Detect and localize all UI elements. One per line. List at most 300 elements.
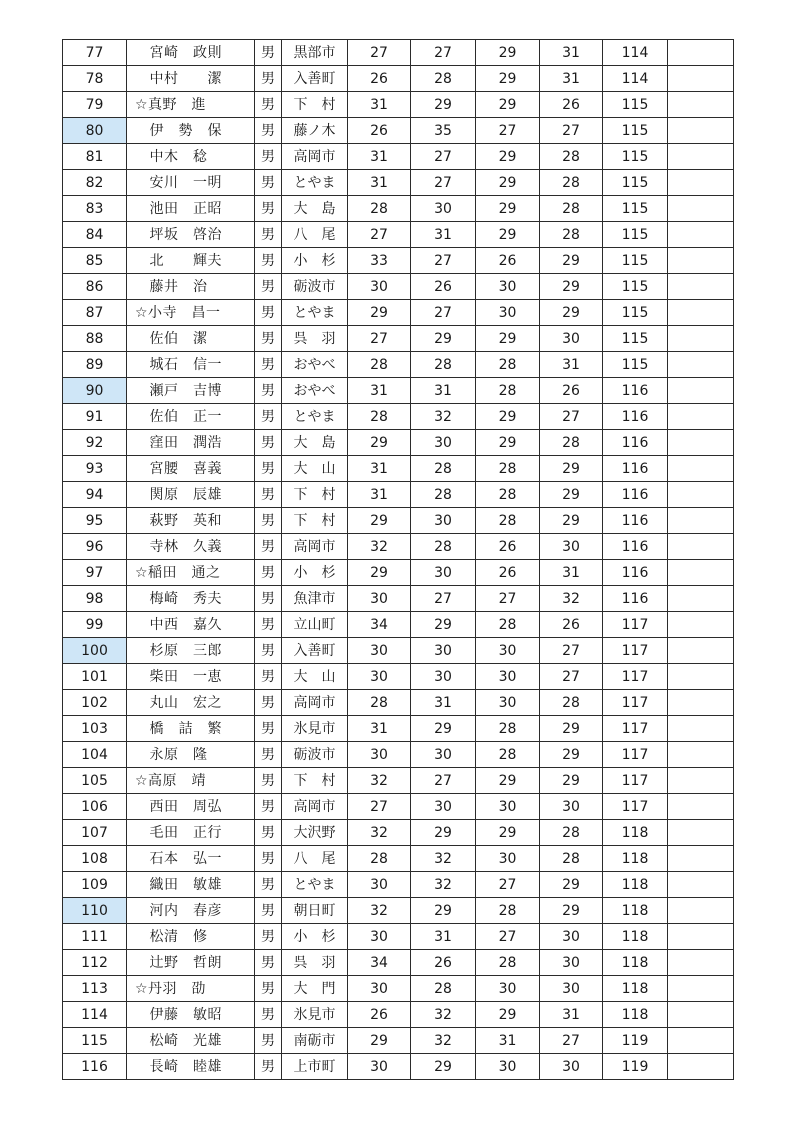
score-3-cell: 28: [476, 352, 540, 378]
score-1-cell: 28: [348, 846, 411, 872]
player-name-cell: 松崎 光雄: [127, 1028, 255, 1054]
total-score-cell: 115: [603, 170, 668, 196]
total-score-cell: 118: [603, 872, 668, 898]
score-4-cell: 32: [540, 586, 603, 612]
row-number-cell: 107: [63, 820, 127, 846]
club-cell: 大 山: [282, 456, 348, 482]
score-4-cell: 30: [540, 794, 603, 820]
row-number-cell: 88: [63, 326, 127, 352]
player-name-cell: 河内 春彦: [127, 898, 255, 924]
score-2-cell: 31: [411, 690, 476, 716]
score-1-cell: 31: [348, 378, 411, 404]
score-1-cell: 32: [348, 768, 411, 794]
empty-cell: [668, 430, 734, 456]
player-name-cell: 北 輝夫: [127, 248, 255, 274]
club-cell: 氷見市: [282, 1002, 348, 1028]
score-4-cell: 28: [540, 820, 603, 846]
score-2-cell: 27: [411, 768, 476, 794]
gender-cell: 男: [255, 274, 282, 300]
row-number-cell: 94: [63, 482, 127, 508]
score-3-cell: 29: [476, 144, 540, 170]
score-1-cell: 31: [348, 170, 411, 196]
total-score-cell: 116: [603, 482, 668, 508]
table-row: [63, 768, 734, 794]
club-cell: 藤ノ木: [282, 118, 348, 144]
gender-cell: 男: [255, 586, 282, 612]
row-number-cell: 98: [63, 586, 127, 612]
score-1-cell: 30: [348, 664, 411, 690]
empty-cell: [668, 66, 734, 92]
row-number-cell: 105: [63, 768, 127, 794]
club-cell: とやま: [282, 170, 348, 196]
score-1-cell: 26: [348, 118, 411, 144]
player-name-cell: 永原 隆: [127, 742, 255, 768]
empty-cell: [668, 950, 734, 976]
score-4-cell: 30: [540, 534, 603, 560]
player-name-cell: 伊藤 敏昭: [127, 1002, 255, 1028]
score-3-cell: 29: [476, 92, 540, 118]
score-4-cell: 28: [540, 222, 603, 248]
club-cell: 砺波市: [282, 742, 348, 768]
row-number-cell: 91: [63, 404, 127, 430]
club-cell: 小 杉: [282, 248, 348, 274]
score-4-cell: 30: [540, 976, 603, 1002]
club-cell: 南砺市: [282, 1028, 348, 1054]
table-row: [63, 664, 734, 690]
club-cell: 八 尾: [282, 222, 348, 248]
player-name-cell: ☆高原 靖: [127, 768, 255, 794]
empty-cell: [668, 976, 734, 1002]
total-score-cell: 118: [603, 820, 668, 846]
score-2-cell: 27: [411, 40, 476, 66]
score-3-cell: 28: [476, 898, 540, 924]
row-number-cell: 84: [63, 222, 127, 248]
club-cell: 下 村: [282, 768, 348, 794]
score-4-cell: 30: [540, 1054, 603, 1080]
gender-cell: 男: [255, 92, 282, 118]
table-row: [63, 638, 734, 664]
empty-cell: [668, 560, 734, 586]
score-2-cell: 32: [411, 1028, 476, 1054]
empty-cell: [668, 898, 734, 924]
empty-cell: [668, 352, 734, 378]
empty-cell: [668, 274, 734, 300]
gender-cell: 男: [255, 196, 282, 222]
row-number-cell: 87: [63, 300, 127, 326]
row-number-cell: 95: [63, 508, 127, 534]
gender-cell: 男: [255, 898, 282, 924]
score-2-cell: 30: [411, 560, 476, 586]
score-4-cell: 31: [540, 352, 603, 378]
score-3-cell: 26: [476, 248, 540, 274]
table-body: [63, 40, 734, 1080]
total-score-cell: 115: [603, 248, 668, 274]
empty-cell: [668, 508, 734, 534]
score-2-cell: 30: [411, 638, 476, 664]
total-score-cell: 117: [603, 664, 668, 690]
gender-cell: 男: [255, 742, 282, 768]
player-name-cell: 佐伯 正一: [127, 404, 255, 430]
club-cell: 高岡市: [282, 144, 348, 170]
score-3-cell: 30: [476, 690, 540, 716]
club-cell: 下 村: [282, 92, 348, 118]
score-4-cell: 27: [540, 118, 603, 144]
row-number-cell: 79: [63, 92, 127, 118]
gender-cell: 男: [255, 248, 282, 274]
table-row: [63, 118, 734, 144]
club-cell: 大 島: [282, 430, 348, 456]
total-score-cell: 116: [603, 586, 668, 612]
row-number-cell: 85: [63, 248, 127, 274]
score-3-cell: 28: [476, 378, 540, 404]
total-score-cell: 115: [603, 144, 668, 170]
row-number-cell: 110: [63, 898, 127, 924]
score-4-cell: 29: [540, 482, 603, 508]
total-score-cell: 118: [603, 1002, 668, 1028]
score-1-cell: 32: [348, 820, 411, 846]
club-cell: 小 杉: [282, 924, 348, 950]
table-row: [63, 872, 734, 898]
player-name-cell: 辻野 哲朗: [127, 950, 255, 976]
player-name-cell: 瀬戸 吉博: [127, 378, 255, 404]
empty-cell: [668, 1028, 734, 1054]
row-number-cell: 102: [63, 690, 127, 716]
score-3-cell: 29: [476, 196, 540, 222]
score-3-cell: 29: [476, 222, 540, 248]
gender-cell: 男: [255, 534, 282, 560]
score-2-cell: 28: [411, 66, 476, 92]
score-3-cell: 30: [476, 300, 540, 326]
score-1-cell: 30: [348, 976, 411, 1002]
score-1-cell: 34: [348, 950, 411, 976]
score-2-cell: 29: [411, 326, 476, 352]
total-score-cell: 115: [603, 222, 668, 248]
score-4-cell: 29: [540, 872, 603, 898]
table-row: [63, 612, 734, 638]
score-2-cell: 35: [411, 118, 476, 144]
table-row: [63, 326, 734, 352]
score-4-cell: 31: [540, 40, 603, 66]
table-row: [63, 40, 734, 66]
player-name-cell: 安川 一明: [127, 170, 255, 196]
row-number-cell: 101: [63, 664, 127, 690]
table-row: [63, 742, 734, 768]
table-row: [63, 196, 734, 222]
club-cell: 砺波市: [282, 274, 348, 300]
score-3-cell: 30: [476, 794, 540, 820]
score-4-cell: 31: [540, 1002, 603, 1028]
player-name-cell: 城石 信一: [127, 352, 255, 378]
player-name-cell: ☆丹羽 劭: [127, 976, 255, 1002]
club-cell: 大 山: [282, 664, 348, 690]
row-number-cell: 116: [63, 1054, 127, 1080]
score-4-cell: 31: [540, 66, 603, 92]
table-row: [63, 170, 734, 196]
score-4-cell: 28: [540, 690, 603, 716]
total-score-cell: 116: [603, 378, 668, 404]
club-cell: 魚津市: [282, 586, 348, 612]
score-1-cell: 31: [348, 482, 411, 508]
score-1-cell: 30: [348, 274, 411, 300]
score-3-cell: 28: [476, 950, 540, 976]
score-3-cell: 29: [476, 820, 540, 846]
club-cell: 朝日町: [282, 898, 348, 924]
gender-cell: 男: [255, 1054, 282, 1080]
player-name-cell: 萩野 英和: [127, 508, 255, 534]
empty-cell: [668, 40, 734, 66]
total-score-cell: 118: [603, 846, 668, 872]
score-4-cell: 28: [540, 170, 603, 196]
club-cell: 大沢野: [282, 820, 348, 846]
club-cell: 下 村: [282, 508, 348, 534]
table-row: [63, 144, 734, 170]
row-number-cell: 82: [63, 170, 127, 196]
total-score-cell: 118: [603, 950, 668, 976]
table-row: [63, 248, 734, 274]
player-name-cell: 伊 勢 保: [127, 118, 255, 144]
club-cell: 黒部市: [282, 40, 348, 66]
gender-cell: 男: [255, 300, 282, 326]
player-name-cell: 宮崎 政則: [127, 40, 255, 66]
total-score-cell: 119: [603, 1028, 668, 1054]
player-name-cell: 佐伯 潔: [127, 326, 255, 352]
gender-cell: 男: [255, 170, 282, 196]
club-cell: とやま: [282, 872, 348, 898]
table-row: [63, 482, 734, 508]
gender-cell: 男: [255, 1028, 282, 1054]
score-1-cell: 28: [348, 690, 411, 716]
gender-cell: 男: [255, 482, 282, 508]
score-1-cell: 29: [348, 430, 411, 456]
score-2-cell: 26: [411, 274, 476, 300]
row-number-cell: 103: [63, 716, 127, 742]
empty-cell: [668, 482, 734, 508]
player-name-cell: 石本 弘一: [127, 846, 255, 872]
score-2-cell: 26: [411, 950, 476, 976]
player-name-cell: 宮腰 喜義: [127, 456, 255, 482]
score-2-cell: 29: [411, 612, 476, 638]
row-number-cell: 80: [63, 118, 127, 144]
gender-cell: 男: [255, 846, 282, 872]
total-score-cell: 117: [603, 638, 668, 664]
score-3-cell: 29: [476, 40, 540, 66]
score-4-cell: 27: [540, 664, 603, 690]
total-score-cell: 115: [603, 196, 668, 222]
score-1-cell: 29: [348, 508, 411, 534]
gender-cell: 男: [255, 1002, 282, 1028]
score-1-cell: 27: [348, 40, 411, 66]
player-name-cell: 柴田 一恵: [127, 664, 255, 690]
total-score-cell: 117: [603, 742, 668, 768]
total-score-cell: 116: [603, 560, 668, 586]
score-4-cell: 29: [540, 456, 603, 482]
gender-cell: 男: [255, 144, 282, 170]
total-score-cell: 115: [603, 92, 668, 118]
score-3-cell: 29: [476, 326, 540, 352]
club-cell: 氷見市: [282, 716, 348, 742]
gender-cell: 男: [255, 716, 282, 742]
empty-cell: [668, 638, 734, 664]
score-4-cell: 30: [540, 326, 603, 352]
club-cell: 入善町: [282, 638, 348, 664]
empty-cell: [668, 1002, 734, 1028]
score-1-cell: 30: [348, 872, 411, 898]
score-3-cell: 30: [476, 846, 540, 872]
score-1-cell: 30: [348, 1054, 411, 1080]
player-name-cell: ☆真野 進: [127, 92, 255, 118]
score-3-cell: 28: [476, 482, 540, 508]
total-score-cell: 117: [603, 612, 668, 638]
score-2-cell: 30: [411, 664, 476, 690]
score-2-cell: 30: [411, 430, 476, 456]
score-2-cell: 31: [411, 378, 476, 404]
score-2-cell: 30: [411, 794, 476, 820]
row-number-cell: 81: [63, 144, 127, 170]
player-name-cell: 松清 修: [127, 924, 255, 950]
player-name-cell: 池田 正昭: [127, 196, 255, 222]
table-row: [63, 586, 734, 612]
gender-cell: 男: [255, 872, 282, 898]
score-3-cell: 28: [476, 456, 540, 482]
gender-cell: 男: [255, 40, 282, 66]
total-score-cell: 115: [603, 118, 668, 144]
club-cell: 高岡市: [282, 690, 348, 716]
empty-cell: [668, 92, 734, 118]
player-name-cell: 中村 潔: [127, 66, 255, 92]
score-4-cell: 27: [540, 404, 603, 430]
empty-cell: [668, 248, 734, 274]
table-row: [63, 1002, 734, 1028]
gender-cell: 男: [255, 820, 282, 846]
total-score-cell: 116: [603, 456, 668, 482]
score-3-cell: 30: [476, 638, 540, 664]
gender-cell: 男: [255, 950, 282, 976]
player-name-cell: ☆稲田 通之: [127, 560, 255, 586]
table-row: [63, 92, 734, 118]
score-4-cell: 29: [540, 768, 603, 794]
table-row: [63, 898, 734, 924]
gender-cell: 男: [255, 456, 282, 482]
total-score-cell: 119: [603, 1054, 668, 1080]
table-row: [63, 560, 734, 586]
score-2-cell: 29: [411, 820, 476, 846]
table-row: [63, 950, 734, 976]
table-row: [63, 534, 734, 560]
gender-cell: 男: [255, 430, 282, 456]
gender-cell: 男: [255, 118, 282, 144]
gender-cell: 男: [255, 508, 282, 534]
empty-cell: [668, 664, 734, 690]
score-3-cell: 29: [476, 66, 540, 92]
row-number-cell: 93: [63, 456, 127, 482]
total-score-cell: 116: [603, 430, 668, 456]
row-number-cell: 77: [63, 40, 127, 66]
total-score-cell: 117: [603, 716, 668, 742]
player-name-cell: 関原 辰雄: [127, 482, 255, 508]
club-cell: 高岡市: [282, 534, 348, 560]
empty-cell: [668, 846, 734, 872]
score-1-cell: 26: [348, 1002, 411, 1028]
row-number-cell: 108: [63, 846, 127, 872]
row-number-cell: 114: [63, 1002, 127, 1028]
table-row: [63, 1054, 734, 1080]
row-number-cell: 99: [63, 612, 127, 638]
score-2-cell: 30: [411, 508, 476, 534]
score-1-cell: 31: [348, 716, 411, 742]
row-number-cell: 113: [63, 976, 127, 1002]
gender-cell: 男: [255, 404, 282, 430]
score-4-cell: 26: [540, 612, 603, 638]
score-2-cell: 32: [411, 872, 476, 898]
total-score-cell: 118: [603, 976, 668, 1002]
empty-cell: [668, 742, 734, 768]
score-4-cell: 27: [540, 638, 603, 664]
score-2-cell: 32: [411, 846, 476, 872]
club-cell: 下 村: [282, 482, 348, 508]
empty-cell: [668, 820, 734, 846]
row-number-cell: 109: [63, 872, 127, 898]
total-score-cell: 115: [603, 352, 668, 378]
score-3-cell: 29: [476, 170, 540, 196]
score-3-cell: 28: [476, 742, 540, 768]
row-number-cell: 97: [63, 560, 127, 586]
score-3-cell: 29: [476, 768, 540, 794]
score-2-cell: 29: [411, 1054, 476, 1080]
total-score-cell: 118: [603, 898, 668, 924]
player-name-cell: 梅崎 秀夫: [127, 586, 255, 612]
table-row: [63, 430, 734, 456]
total-score-cell: 117: [603, 794, 668, 820]
score-2-cell: 28: [411, 456, 476, 482]
score-4-cell: 27: [540, 1028, 603, 1054]
player-name-cell: 長崎 睦雄: [127, 1054, 255, 1080]
score-3-cell: 28: [476, 612, 540, 638]
empty-cell: [668, 690, 734, 716]
row-number-cell: 112: [63, 950, 127, 976]
total-score-cell: 115: [603, 274, 668, 300]
empty-cell: [668, 170, 734, 196]
table-row: [63, 794, 734, 820]
score-1-cell: 28: [348, 404, 411, 430]
score-1-cell: 31: [348, 92, 411, 118]
table-row: [63, 716, 734, 742]
score-4-cell: 28: [540, 196, 603, 222]
score-3-cell: 31: [476, 1028, 540, 1054]
table-row: [63, 846, 734, 872]
gender-cell: 男: [255, 222, 282, 248]
score-2-cell: 27: [411, 300, 476, 326]
score-1-cell: 27: [348, 326, 411, 352]
table-row: [63, 378, 734, 404]
score-3-cell: 27: [476, 872, 540, 898]
table-row: [63, 404, 734, 430]
player-name-cell: 西田 周弘: [127, 794, 255, 820]
empty-cell: [668, 456, 734, 482]
score-2-cell: 28: [411, 976, 476, 1002]
results-table: [62, 39, 734, 1080]
row-number-cell: 104: [63, 742, 127, 768]
gender-cell: 男: [255, 378, 282, 404]
club-cell: おやべ: [282, 378, 348, 404]
gender-cell: 男: [255, 768, 282, 794]
score-1-cell: 31: [348, 144, 411, 170]
row-number-cell: 106: [63, 794, 127, 820]
empty-cell: [668, 404, 734, 430]
club-cell: 立山町: [282, 612, 348, 638]
gender-cell: 男: [255, 326, 282, 352]
score-4-cell: 28: [540, 846, 603, 872]
score-1-cell: 32: [348, 534, 411, 560]
